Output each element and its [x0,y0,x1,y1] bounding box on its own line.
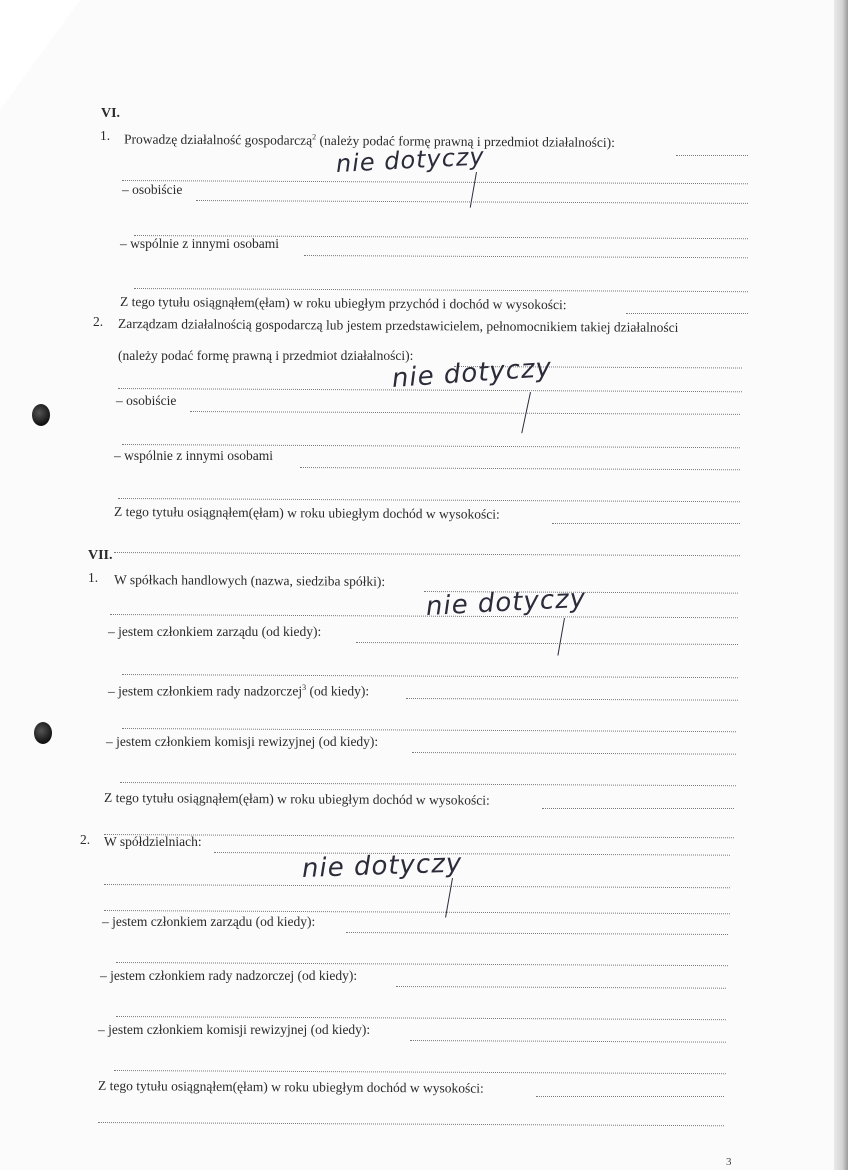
fill-line [122,674,738,678]
fill-line [116,1016,726,1020]
fill-line [536,1096,724,1097]
item-text: W spółdzielniach: [104,834,202,849]
fill-line [412,752,736,755]
item-number: 2. [93,314,104,329]
option-label: – osobiście [116,393,177,408]
income-label: Z tego tytułu osiągnąłem(ęłam) w roku ubiegłym przychód i dochód w wysokości: [119,294,567,313]
option-label: – wspólnie z innymi osobami [114,448,273,463]
fill-line [134,288,748,292]
role-label: – jestem członkiem rady nadzorczej$^3$ (od kiedy): [108,683,370,699]
option-label: – osobiście [122,182,183,197]
fill-line [410,1040,726,1043]
item-text: W spółkach handlowych (nazwa, siedziba spółki): [113,572,386,589]
option-label: – wspólnie z innymi osobami [120,236,279,251]
fill-line [196,200,748,204]
fill-line [626,313,748,314]
fill-line [396,986,726,989]
fill-line [676,155,748,156]
fill-line [346,932,728,935]
fill-line [300,467,740,470]
handwritten-answer: nie dotyczy [425,583,587,622]
item-number: 1. [100,128,111,143]
punch-hole-icon [32,404,50,426]
fill-line [122,180,748,184]
income-label: Z tego tytułu osiągnąłem(ęłam) w roku ubiegłym dochód w wysokości: [103,790,490,808]
income-label: Z tego tytułu osiągnąłem(ęłam) w roku ubiegłym dochód w wysokości: [97,1078,484,1096]
handwriting-stroke [557,618,565,656]
role-label: – jestem członkiem komisji rewizyjnej (od kiedy): [98,1022,371,1037]
fill-line [122,728,736,732]
fill-line [552,523,740,524]
role-label: – jestem członkiem komisji rewizyjnej (od kiedy): [106,734,379,749]
fill-line [118,498,740,502]
fill-line [542,808,734,809]
fill-line [120,782,736,786]
item-text: Zarządzam działalnością gospodarczą lub jestem przedstawicielem, pełnomocnikiem takiej działalności [117,316,679,335]
fill-line [406,698,738,701]
section-heading-vii: VII. [88,548,113,563]
item-text: Prowadzę działalność gospodarczą$^2$ (należy podać formę prawną i przedmiot działalności): [123,131,615,150]
handwritten-answer: nie dotyczy [301,848,463,884]
item-text: (należy podać formę prawną i przedmiot działalności): [118,348,414,363]
fill-line [214,852,730,856]
handwritten-answer: nie dotyczy [390,352,553,394]
handwritten-answer: nie dotyczy [335,142,486,178]
fill-line [104,884,730,888]
punch-hole-icon [34,722,52,744]
page-number: 3 [726,1156,732,1168]
fill-line [114,1070,726,1074]
fill-line [116,962,728,966]
fill-line [98,1122,724,1126]
item-number: 1. [88,570,99,585]
fill-line [356,642,738,645]
role-label: – jestem członkiem rady nadzorczej (od kiedy): [100,968,358,983]
section-heading-vi: VI. [101,106,121,121]
folded-corner [0,0,80,110]
fill-line [304,255,748,258]
fill-line [114,552,740,556]
fill-line [110,614,738,618]
fill-line [190,411,740,415]
income-label: Z tego tytułu osiągnąłem(ęłam) w roku ubiegłym dochód w wysokości: [113,504,500,522]
page-edge-shadow [834,0,848,1170]
role-label: – jestem członkiem zarządu (od kiedy): [102,914,316,929]
role-label: – jestem członkiem zarządu (od kiedy): [108,624,322,639]
item-number: 2. [80,832,91,847]
